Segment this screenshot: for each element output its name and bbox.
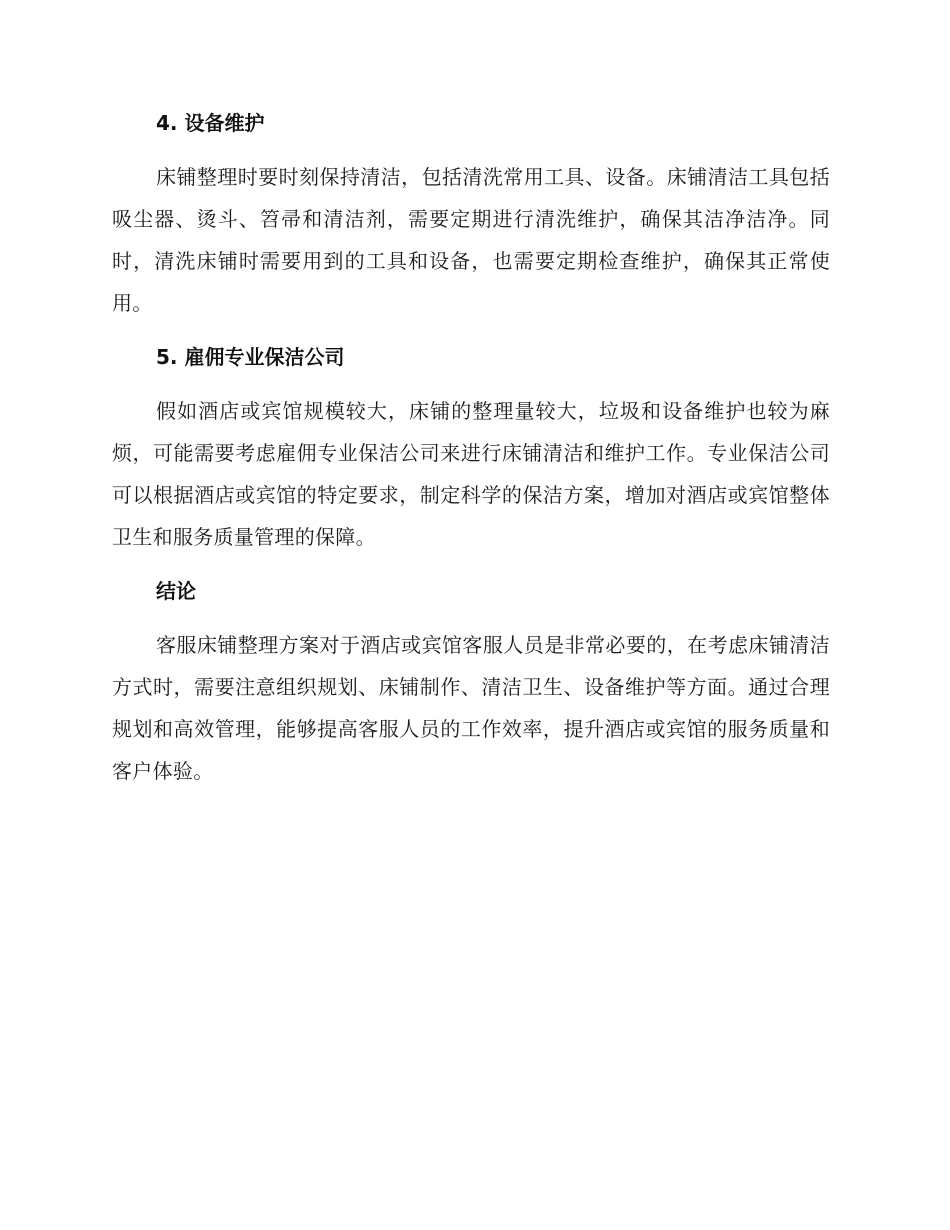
section-paragraph-hire-cleaning-company: 假如酒店或宾馆规模较大，床铺的整理量较大，垃圾和设备维护也较为麻烦，可能需要考虑雇佣专业保洁公司来进行床铺清洁和维护工作。专业保洁公司可以根据酒店或宾馆的特定要求，制定科学的保洁方案，增加对酒店或宾馆整体卫生和服务质量管理的保障。 — [112, 399, 830, 549]
document-body — [112, 108, 830, 810]
section-paragraph-equipment-maintenance: 床铺整理时要时刻保持清洁，包括清洗常用工具、设备。床铺清洁工具包括吸尘器、烫斗、笤帚和清洁剂，需要定期进行清洗维护，确保其洁净洁净。同时，清洗床铺时需要用到的工具和设备，也需要定期检查维护，确保其正常使用。 — [112, 165, 830, 315]
section-paragraph-conclusion: 客服床铺整理方案对于酒店或宾馆客服人员是非常必要的，在考虑床铺清洁方式时，需要注意组织规划、床铺制作、清洁卫生、设备维护等方面。通过合理规划和高效管理，能够提高客服人员的工作效率，提升酒店或宾馆的服务质量和客户体验。 — [112, 633, 830, 783]
section-heading-equipment-maintenance: 4. 设备维护 — [156, 111, 265, 135]
section-heading-hire-cleaning-company: 5. 雇佣专业保洁公司 — [156, 345, 345, 369]
section-heading-conclusion: 结论 — [156, 579, 196, 603]
